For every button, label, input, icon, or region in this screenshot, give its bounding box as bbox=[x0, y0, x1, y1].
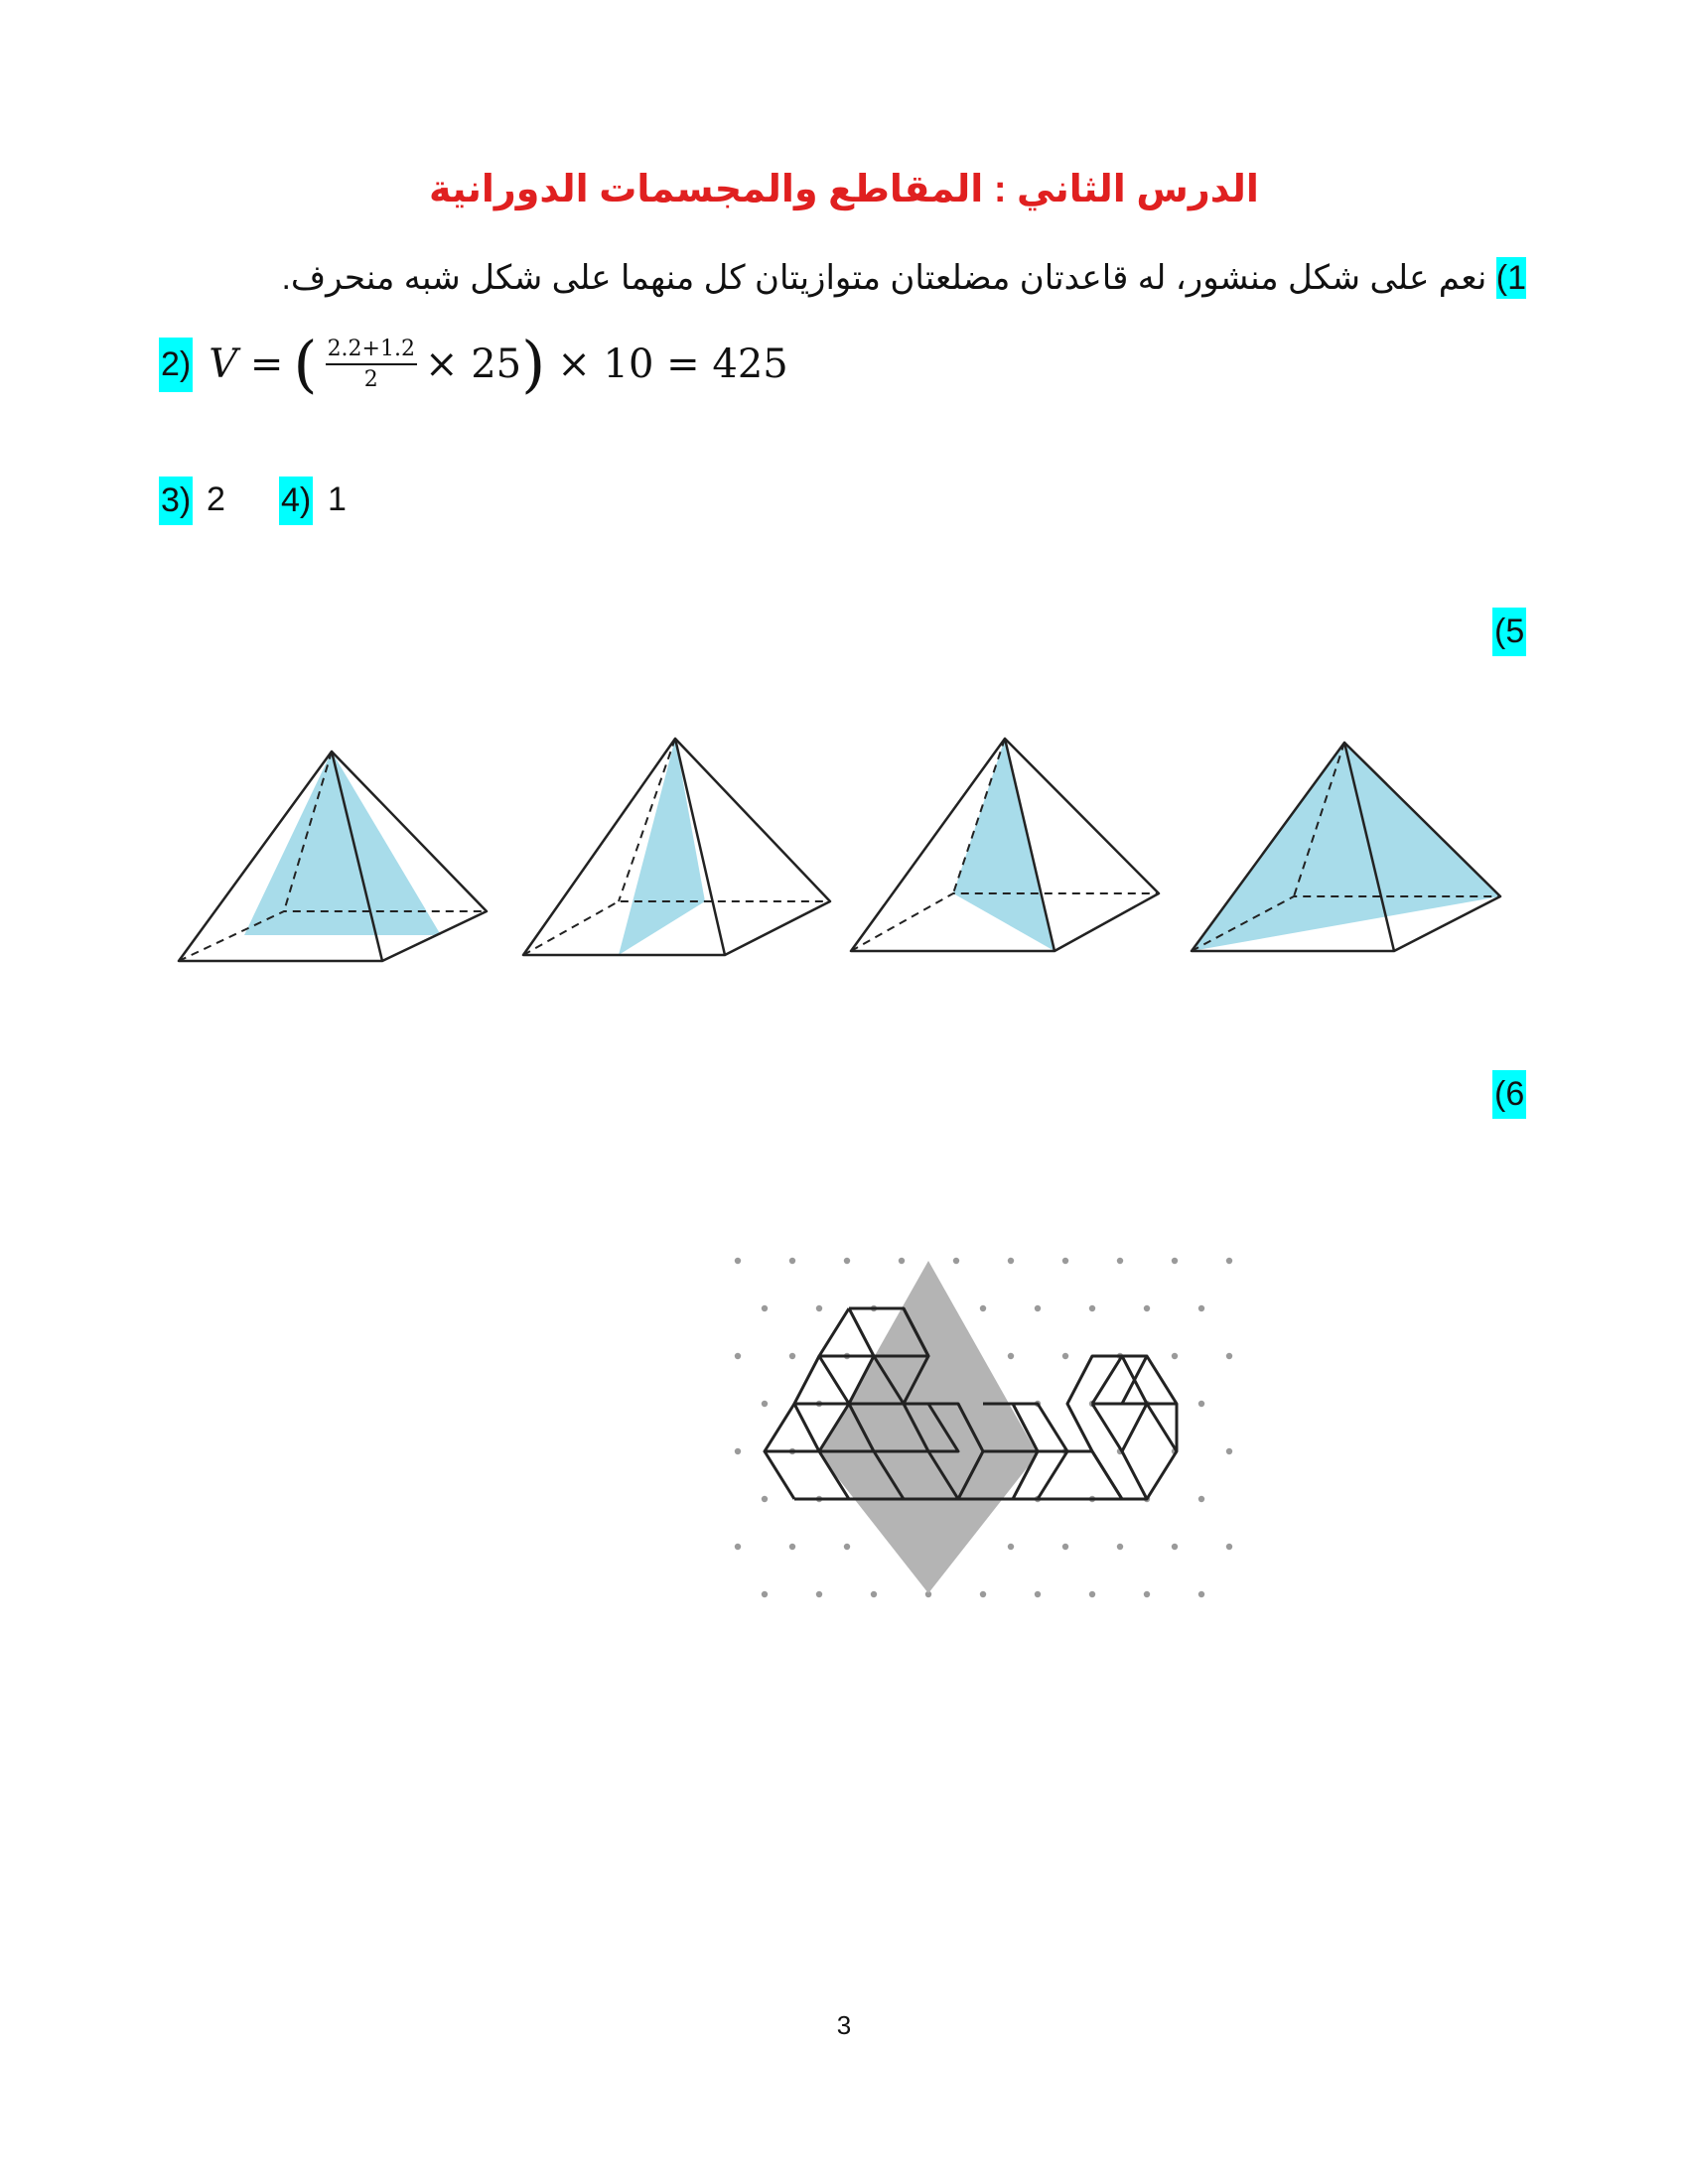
cube-edge bbox=[794, 1404, 819, 1451]
grid-dot bbox=[762, 1401, 768, 1407]
grid-dot bbox=[1172, 1353, 1178, 1359]
cube-edge bbox=[819, 1356, 849, 1404]
grid-dot bbox=[789, 1258, 795, 1264]
q4-answer: 1 bbox=[328, 480, 347, 518]
grid-dot bbox=[1172, 1544, 1178, 1550]
mirror-plane bbox=[819, 1261, 1038, 1593]
grid-dot bbox=[1226, 1353, 1232, 1359]
grid-dot bbox=[735, 1258, 741, 1264]
grid-dot bbox=[1117, 1258, 1123, 1264]
grid-dot bbox=[1226, 1258, 1232, 1264]
cube-edge bbox=[1092, 1451, 1122, 1499]
page-number: 3 bbox=[836, 2010, 852, 2040]
grid-dot bbox=[1198, 1305, 1204, 1311]
grid-dot bbox=[816, 1591, 822, 1597]
q2-frac-denominator: 2 bbox=[363, 367, 378, 392]
grid-dot bbox=[1144, 1591, 1150, 1597]
grid-dot bbox=[1198, 1401, 1204, 1407]
grid-dot bbox=[844, 1258, 850, 1264]
grid-dot bbox=[1062, 1258, 1068, 1264]
grid-dot bbox=[1172, 1258, 1178, 1264]
grid-dot bbox=[1089, 1591, 1095, 1597]
grid-dot bbox=[1089, 1305, 1095, 1311]
grid-dot bbox=[1035, 1591, 1041, 1597]
grid-dot bbox=[1117, 1544, 1123, 1550]
q4-marker: 4) bbox=[279, 477, 313, 525]
lesson-title: الدرس الثاني : المقاطع والمجسمات الدورانية bbox=[429, 169, 1259, 210]
grid-dot bbox=[1226, 1544, 1232, 1550]
grid-dot bbox=[871, 1591, 877, 1597]
grid-dot bbox=[1008, 1544, 1014, 1550]
grid-dot bbox=[953, 1258, 959, 1264]
grid-dot bbox=[980, 1591, 986, 1597]
cube-edge bbox=[765, 1451, 794, 1499]
grid-dot bbox=[1062, 1353, 1068, 1359]
cube-edge bbox=[819, 1308, 874, 1356]
grid-dot bbox=[1035, 1305, 1041, 1311]
q2-close-paren: ) bbox=[521, 328, 546, 400]
q1-marker: 1) bbox=[1495, 259, 1526, 297]
cube-edge bbox=[1122, 1356, 1177, 1404]
grid-dot bbox=[844, 1544, 850, 1550]
cube-edge bbox=[1122, 1451, 1147, 1499]
grid-dot bbox=[980, 1305, 986, 1311]
grid-dot bbox=[1198, 1591, 1204, 1597]
q3-marker: 3) bbox=[159, 477, 193, 525]
q2-rest: × 10 = 425 bbox=[557, 341, 788, 387]
grid-dot bbox=[762, 1305, 768, 1311]
q1-text: نعم على شكل منشور، له قاعدتان مضلعتان متوازيتان كل منهما على شكل شبه منحرف. bbox=[281, 259, 1487, 297]
grid-dot bbox=[816, 1305, 822, 1311]
grid-dot bbox=[762, 1591, 768, 1597]
cube-edge bbox=[1038, 1451, 1122, 1499]
cube-edge bbox=[1092, 1404, 1177, 1499]
q2-inner: × 25 bbox=[424, 341, 522, 387]
grid-dot bbox=[1008, 1353, 1014, 1359]
grid-dot bbox=[789, 1353, 795, 1359]
grid-dot bbox=[1198, 1496, 1204, 1502]
q5-marker: (5 bbox=[1492, 608, 1526, 656]
q2-marker: 2) bbox=[159, 338, 193, 392]
grid-dot bbox=[735, 1353, 741, 1359]
grid-dot bbox=[1062, 1544, 1068, 1550]
q2-frac-numerator: 2.2+1.2 bbox=[326, 337, 417, 365]
q2-open-paren: ( bbox=[293, 328, 318, 400]
grid-dot bbox=[1008, 1258, 1014, 1264]
grid-dot bbox=[762, 1496, 768, 1502]
q6-marker: (6 bbox=[1492, 1070, 1526, 1119]
grid-dot bbox=[899, 1258, 905, 1264]
q2-lhs: V = bbox=[209, 341, 284, 387]
grid-dot bbox=[735, 1448, 741, 1454]
grid-dot bbox=[789, 1544, 795, 1550]
grid-dot bbox=[1226, 1448, 1232, 1454]
grid-dot bbox=[735, 1544, 741, 1550]
grid-dot bbox=[1144, 1305, 1150, 1311]
q3-answer: 2 bbox=[207, 480, 225, 518]
